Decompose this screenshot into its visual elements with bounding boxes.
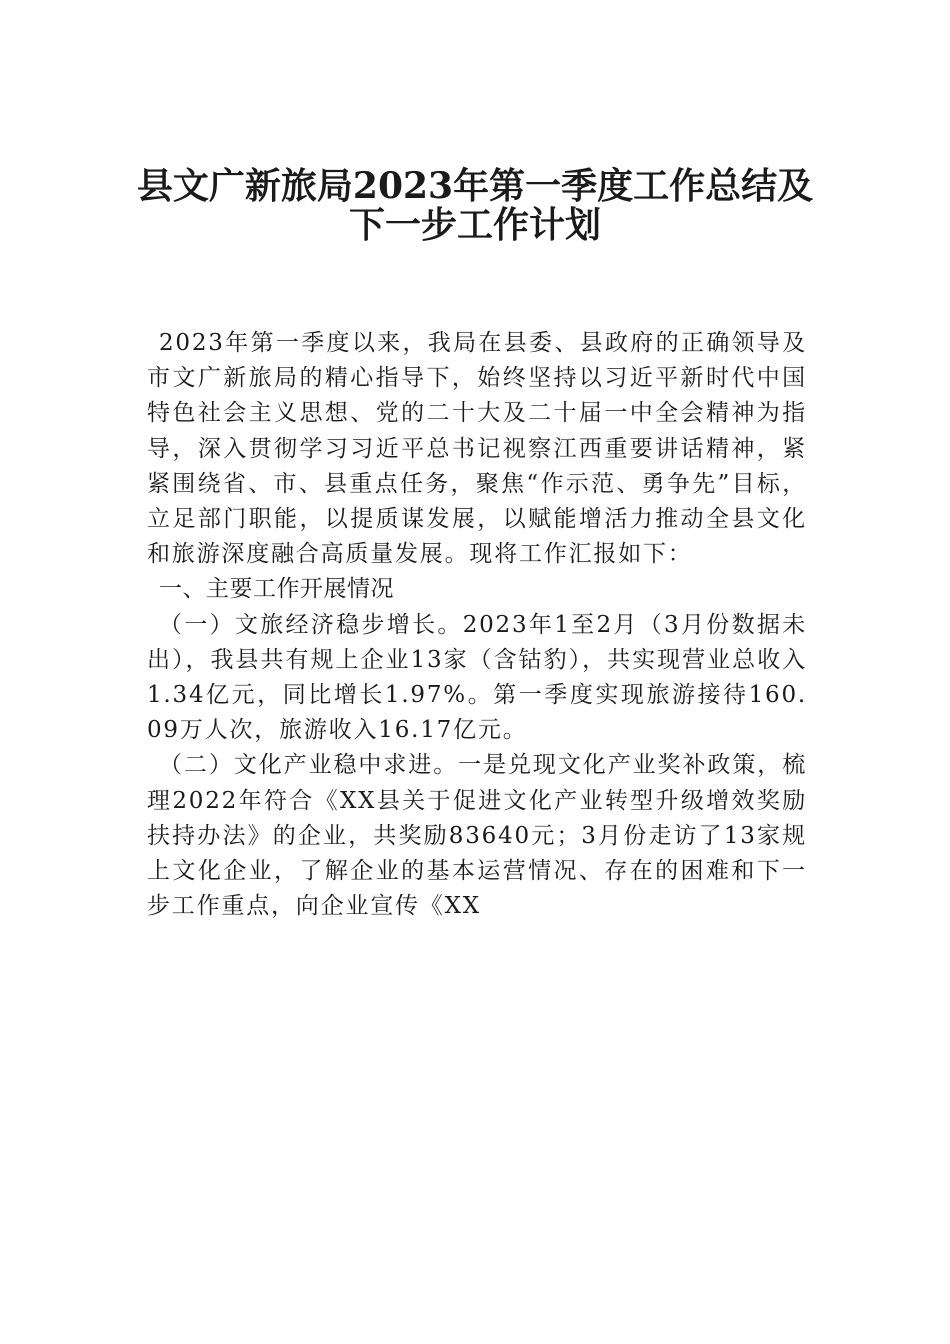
item-1-text: 2023年1至2月（3月份数据未出），我县共有规上企业13家（含钴豹），共实现营业总收入1.34亿元，同比增长1.97%。第一季度实现旅游接待160.09万人次，旅游收入16.17亿元。 [147, 611, 807, 744]
item-2-text: 一是兑现文化产业奖补政策，梳理2022年符合《XX县关于促进文化产业转型升级增效奖励扶持办法》的企业，共奖励83640元；3月份走访了13家规上文化企业，了解企业的基本运营情况、存在的困难和下一步工作重点，向企业宣传《XX [147, 752, 807, 920]
intro-paragraph: 2023年第一季度以来，我局在县委、县政府的正确领导及市文广新旅局的精心指导下，始终坚持以习近平新时代中国特色社会主义思想、党的二十大及二十届一中全会精神为指导，深入贯彻学习习近平总书记视察江西重要讲话精神，紧紧围绕省、市、县重点任务，聚焦“作示范、勇争先”目标，立足部门职能，以提质谋发展，以赋能增活力推动全县文化和旅游深度融合高质量发展。现将工作汇报如下： [147, 330, 807, 568]
document-title-line-2: 下一步工作计划 [348, 204, 601, 246]
item-1-lead: （一）文旅经济稳步增长。 [159, 611, 463, 638]
item-paragraph-2 [147, 748, 807, 924]
document-body [147, 326, 807, 924]
item-paragraph-1 [147, 608, 807, 749]
section-heading: 一、主要工作开展情况 [159, 576, 394, 603]
item-2-lead: （二）文化产业稳中求进。 [159, 752, 459, 779]
document-title-line-1: 县文广新旅局2023年第一季度工作总结及 [136, 165, 814, 207]
